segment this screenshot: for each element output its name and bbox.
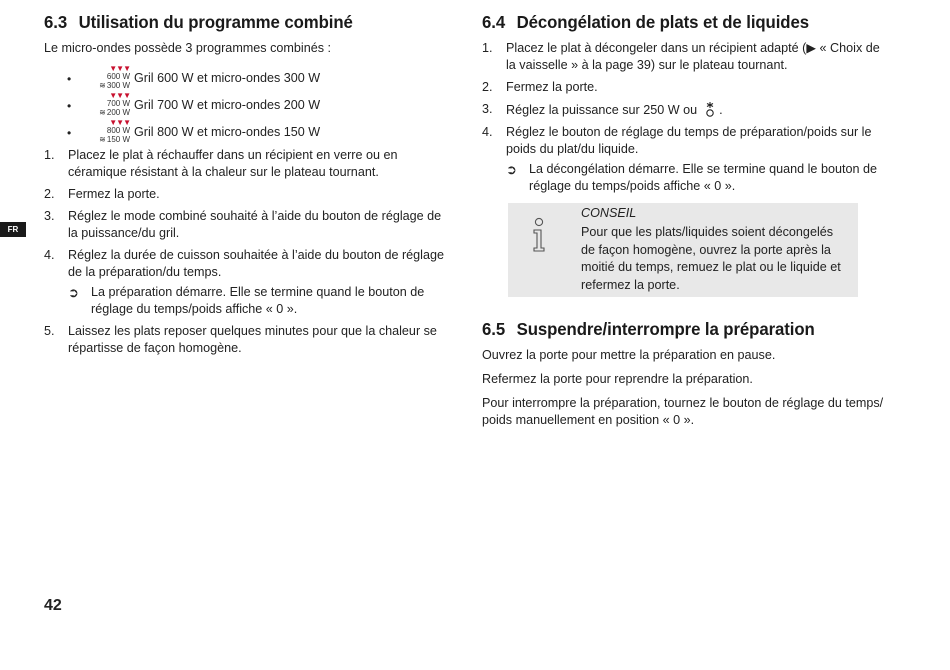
combo-list [44, 64, 449, 145]
step-text: Placez le plat à décongeler dans un récipient adapté (▶ « Choix de la vaisselle » à la page 39) sur le plateau tournant. [506, 41, 880, 72]
step-number: 4. [482, 125, 493, 139]
result-text: La décongélation démarre. Elle se termine quand le bouton de réglage du temps/poids affiche « 0 ». [529, 162, 877, 193]
step-item [44, 186, 449, 203]
grill-icon: ▼▼▼ [109, 63, 130, 73]
microwave-icon: ≋ [99, 107, 106, 117]
microwave-power: 200 W [106, 107, 130, 117]
grill-power: 800 W [106, 125, 130, 135]
section-title: Suspendre/interrompre la préparation [516, 319, 815, 339]
combi-mode-icon [90, 63, 130, 90]
bullet: • [67, 72, 72, 86]
microwave-icon: ≋ [99, 134, 106, 144]
step-number: 3. [482, 102, 493, 116]
section-6-4-heading [482, 12, 868, 33]
tip-box [508, 203, 858, 297]
microwave-power-row [99, 108, 130, 117]
section-title: Décongélation de plats et de liquides [516, 12, 809, 32]
step-number: 2. [482, 80, 493, 94]
step-number: 1. [44, 148, 55, 162]
tip-text: Pour que les plats/liquides soient décongelés de façon homogène, ouvrez la porte après la moitié du temps, remuez le plat ou le liquide et refermez la porte. [581, 225, 841, 292]
microwave-power: 150 W [106, 134, 130, 144]
microwave-power-row [99, 135, 130, 144]
grill-icon: ▼▼▼ [109, 90, 130, 100]
left-column [44, 12, 449, 362]
combi-mode-icon [90, 117, 130, 144]
result-text: La préparation démarre. Elle se termine quand le bouton de réglage du temps/poids affiche « 0 ». [91, 285, 425, 316]
step-text: Placez le plat à réchauffer dans un récipient en verre ou en céramique résistant à la chaleur sur le plateau tournant. [68, 148, 398, 179]
page-number: 42 [44, 597, 62, 614]
paragraph: Ouvrez la porte pour mettre la préparation en pause. [482, 348, 776, 362]
step-number: 5. [44, 324, 55, 338]
language-tab: FR [0, 222, 26, 237]
section-number: 6.5 [482, 319, 506, 339]
step-result [68, 284, 449, 318]
section-number: 6.3 [44, 12, 68, 32]
list-item [44, 118, 449, 145]
step-item [44, 208, 449, 242]
step-item [44, 323, 449, 357]
combo-text: Gril 800 W et micro-ondes 150 W [134, 124, 321, 139]
microwave-power-row [99, 81, 130, 90]
step-item [482, 40, 884, 74]
step-text: Laissez les plats reposer quelques minutes pour que la chaleur se répartisse de façon homogène. [68, 324, 437, 355]
step-text: Réglez le bouton de réglage du temps de préparation/poids sur le poids du plat/du liquide. [506, 125, 872, 156]
intro-text: Le micro-ondes possède 3 programmes combinés : [44, 41, 331, 55]
step-number: 3. [44, 209, 55, 223]
steps-list [44, 147, 449, 357]
step-number: 1. [482, 41, 493, 55]
bullet: • [67, 99, 72, 113]
step-item [482, 79, 884, 96]
combo-text: Gril 700 W et micro-ondes 200 W [134, 97, 321, 112]
step-item: 3. Réglez la puissance sur 250 W ou . [482, 102, 723, 117]
microwave-power: 300 W [106, 80, 130, 90]
defrost-icon [704, 101, 716, 118]
paragraph: Refermez la porte pour reprendre la préparation. [482, 372, 753, 386]
tip-title: CONSEIL [581, 206, 637, 220]
step-result [506, 161, 884, 195]
section-number: 6.4 [482, 12, 506, 32]
grill-power: 600 W [106, 71, 130, 81]
step-text: Réglez la puissance sur 250 W ou [506, 103, 698, 117]
step-text: Fermez la porte. [506, 80, 598, 94]
combi-mode-icon [90, 90, 130, 117]
list-item [44, 64, 449, 91]
step-text: Réglez la durée de cuisson souhaitée à l’aide du bouton de réglage de la préparation/du temps. [68, 248, 444, 279]
grill-icon: ▼▼▼ [109, 117, 130, 127]
section-6-5 [482, 319, 884, 429]
section-title: Utilisation du programme combiné [78, 12, 353, 32]
combo-text: Gril 600 W et micro-ondes 300 W [134, 70, 321, 85]
step-item [44, 147, 449, 181]
grill-power: 700 W [106, 98, 130, 108]
steps-list [482, 40, 884, 195]
step-number: 2. [44, 187, 55, 201]
list-item [44, 91, 449, 118]
right-column [482, 12, 884, 436]
section-6-3-heading [44, 12, 433, 33]
info-icon [530, 217, 548, 253]
result-arrow-icon: ➲ [68, 285, 79, 300]
step-number: 4. [44, 248, 55, 262]
section-6-5-heading [482, 319, 868, 340]
step-item [44, 247, 449, 318]
step-item [482, 124, 884, 195]
step-text: Réglez le mode combiné souhaité à l’aide du bouton de réglage de la puissance/du gril. [68, 209, 442, 240]
result-arrow-icon: ➲ [506, 162, 517, 177]
bullet: • [67, 126, 72, 140]
paragraph: Pour interrompre la préparation, tournez le bouton de réglage du temps/ poids manuellement en position « 0 ». [482, 396, 884, 427]
microwave-icon: ≋ [99, 80, 106, 90]
step-text: Fermez la porte. [68, 187, 160, 201]
